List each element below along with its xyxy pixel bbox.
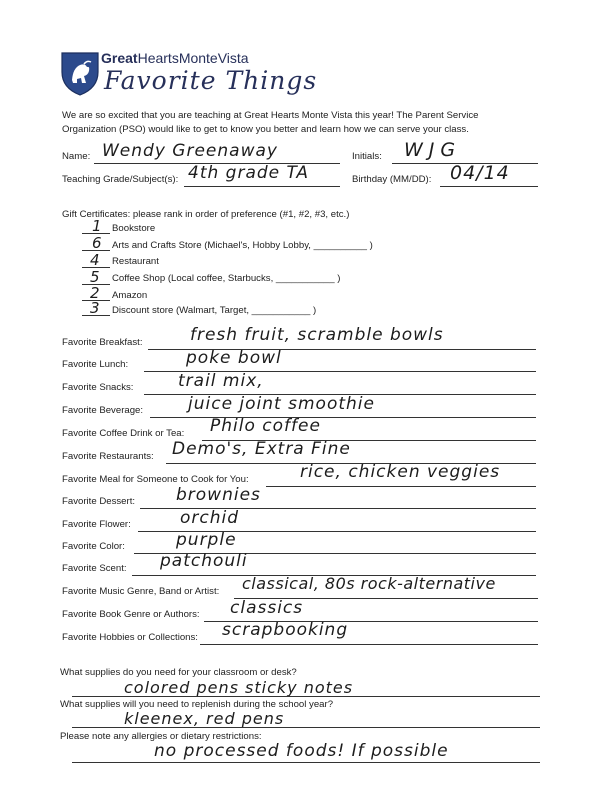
fav-line-hobbies: [200, 644, 538, 645]
fav-label-beverage: Favorite Beverage:: [62, 405, 144, 416]
fav-value-book[interactable]: classics: [230, 598, 304, 618]
gift-rank-4[interactable]: 5: [90, 268, 101, 286]
gift-rank-line-6: [82, 315, 110, 316]
intro-line-1: We are so excited that you are teaching at Great Hearts Monte Vista this year! The Parent Service: [62, 110, 479, 121]
gift-rank-6[interactable]: 3: [90, 299, 101, 317]
fav-value-breakfast[interactable]: fresh fruit, scramble bowls: [190, 325, 444, 345]
fav-value-dessert[interactable]: brownies: [176, 485, 261, 505]
gift-rank-5[interactable]: 2: [90, 284, 101, 302]
initials-value[interactable]: WJG: [404, 139, 462, 161]
fav-label-book: Favorite Book Genre or Authors:: [62, 609, 200, 620]
q-line-allergies: [72, 762, 540, 763]
gift-rank-2[interactable]: 6: [92, 234, 103, 252]
fav-value-snacks[interactable]: trail mix,: [178, 371, 264, 391]
brand-name: [101, 50, 249, 66]
q-label-replenish: What supplies will you need to replenish during the school year?: [60, 699, 334, 710]
fav-label-restaurants: Favorite Restaurants:: [62, 451, 154, 462]
gift-label-3: Restaurant: [112, 256, 159, 267]
q-value-allergies[interactable]: no processed foods! If possible: [154, 741, 449, 761]
brand-light: MonteVista: [178, 50, 249, 66]
birthday-line: [440, 186, 538, 187]
name-value[interactable]: Wendy Greenaway: [102, 141, 278, 161]
intro-line-2: Organization (PSO) would like to get to know you better and learn how we can serve your class.: [62, 124, 469, 135]
fav-label-scent: Favorite Scent:: [62, 563, 127, 574]
gift-rank-1[interactable]: 1: [92, 217, 103, 235]
fav-label-music: Favorite Music Genre, Band or Artist:: [62, 586, 220, 597]
gift-label-2: Arts and Crafts Store (Michael's, Hobby Lobby, __________ ): [112, 240, 373, 251]
fav-label-meal: Favorite Meal for Someone to Cook for You:: [62, 474, 249, 485]
fav-value-flower[interactable]: orchid: [180, 508, 240, 528]
brand-bold: Great: [101, 50, 138, 66]
q-line-classroom: [72, 696, 540, 697]
fav-value-restaurants[interactable]: Demo's, Extra Fine: [172, 439, 351, 459]
fav-value-hobbies[interactable]: scrapbooking: [222, 620, 349, 640]
gift-label-1: Bookstore: [112, 223, 156, 234]
gift-label-6: Discount store (Walmart, Target, ___________ ): [112, 305, 317, 316]
q-value-classroom[interactable]: colored pens sticky notes: [124, 678, 354, 697]
fav-value-meal[interactable]: rice, chicken veggies: [300, 462, 501, 482]
logo-crest-icon: [60, 50, 100, 96]
brand-mid: Hearts: [137, 50, 179, 66]
q-label-classroom: What supplies do you need for your classroom or desk?: [60, 667, 297, 678]
q-line-replenish: [72, 727, 540, 728]
fav-label-coffee: Favorite Coffee Drink or Tea:: [62, 428, 185, 439]
initials-label: Initials:: [352, 151, 382, 162]
grade-value[interactable]: 4th grade TA: [188, 163, 309, 183]
fav-label-color: Favorite Color:: [62, 541, 125, 552]
fav-label-lunch: Favorite Lunch:: [62, 359, 129, 370]
q-label-allergies: Please note any allergies or dietary restrictions:: [60, 731, 262, 742]
fav-line-beverage: [150, 417, 536, 418]
fav-label-flower: Favorite Flower:: [62, 519, 131, 530]
q-value-replenish[interactable]: kleenex, red pens: [124, 709, 285, 728]
fav-value-music[interactable]: classical, 80s rock-alternative: [242, 574, 496, 593]
fav-value-color[interactable]: purple: [176, 530, 237, 550]
fav-label-hobbies: Favorite Hobbies or Collections:: [62, 632, 198, 643]
fav-label-breakfast: Favorite Breakfast:: [62, 337, 143, 348]
fav-value-lunch[interactable]: poke bowl: [186, 348, 282, 368]
grade-label: Teaching Grade/Subject(s):: [62, 174, 179, 185]
fav-label-dessert: Favorite Dessert:: [62, 496, 136, 507]
fav-value-beverage[interactable]: juice joint smoothie: [188, 394, 375, 414]
gift-label-5: Amazon: [112, 290, 148, 301]
page-title: Favorite Things: [104, 66, 318, 95]
fav-value-scent[interactable]: patchouli: [160, 551, 248, 571]
grade-line: [184, 186, 340, 187]
fav-line-meal: [266, 486, 536, 487]
gift-heading: Gift Certificates: please rank in order of preference (#1, #2, #3, etc.): [62, 209, 350, 220]
gift-rank-3[interactable]: 4: [90, 251, 101, 269]
gift-label-4: Coffee Shop (Local coffee, Starbucks, ___________ ): [112, 273, 341, 284]
birthday-value[interactable]: 04/14: [450, 162, 510, 184]
fav-label-snacks: Favorite Snacks:: [62, 382, 134, 393]
name-label: Name:: [62, 151, 91, 162]
fav-value-coffee[interactable]: Philo coffee: [210, 416, 321, 436]
birthday-label: Birthday (MM/DD):: [352, 174, 432, 185]
